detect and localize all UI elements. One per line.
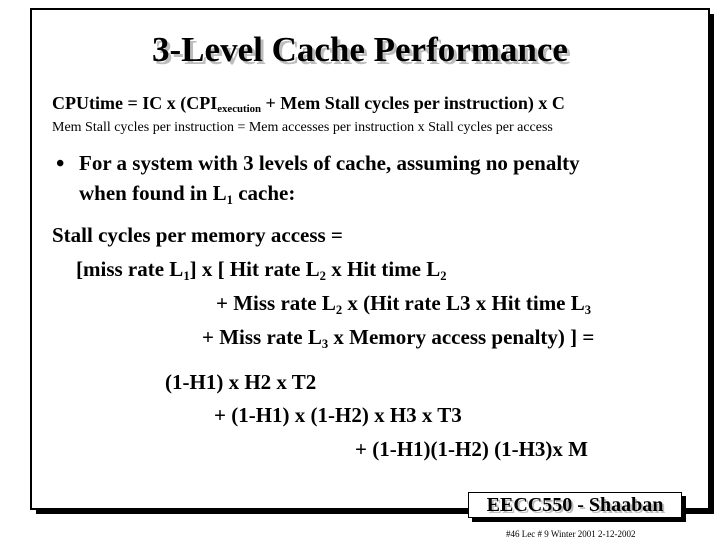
expression-line2: + (1-H1) x (1-H2) x H3 x T3 (214, 403, 462, 427)
expression-line1: (1-H1) x H2 x T2 (165, 370, 317, 394)
bullet-marker: • (56, 151, 65, 177)
bullet-text-line2: when found in $L_1$ cache: (79, 181, 296, 207)
slide-title: 3-Level Cache Performance (152, 30, 568, 69)
footer-info: #46 Lec # 9 Winter 2001 2-12-2002 (506, 529, 636, 539)
stall-line3: + Miss rate $L_3$ x Memory access penalty) ] = (202, 325, 595, 351)
stall-line1: [miss rate $L_1$] x [ Hit rate $L_2$ x Hit time $L_2$ (76, 257, 447, 283)
cpu-time-formula: CPUtime = IC x ($CPI_{execution}$ + Mem Stall cycles per instruction) x C (52, 93, 565, 116)
stall-line2: + Miss rate $L_2$ x (Hit rate L3 x Hit time $L_3$ (216, 291, 592, 317)
expression-line3: + (1-H1)(1-H2) (1-H3)x M (355, 437, 588, 461)
course-badge (468, 492, 686, 522)
course-badge-label: EECC550 - Shaaban (468, 492, 682, 518)
mem-stall-formula: Mem Stall cycles per instruction = Mem accesses per instruction x Stall cycles per access (52, 120, 553, 135)
stall-heading: Stall cycles per memory access = (52, 223, 343, 247)
bullet-text-line1: For a system with 3 levels of cache, assuming no penalty (79, 151, 580, 175)
